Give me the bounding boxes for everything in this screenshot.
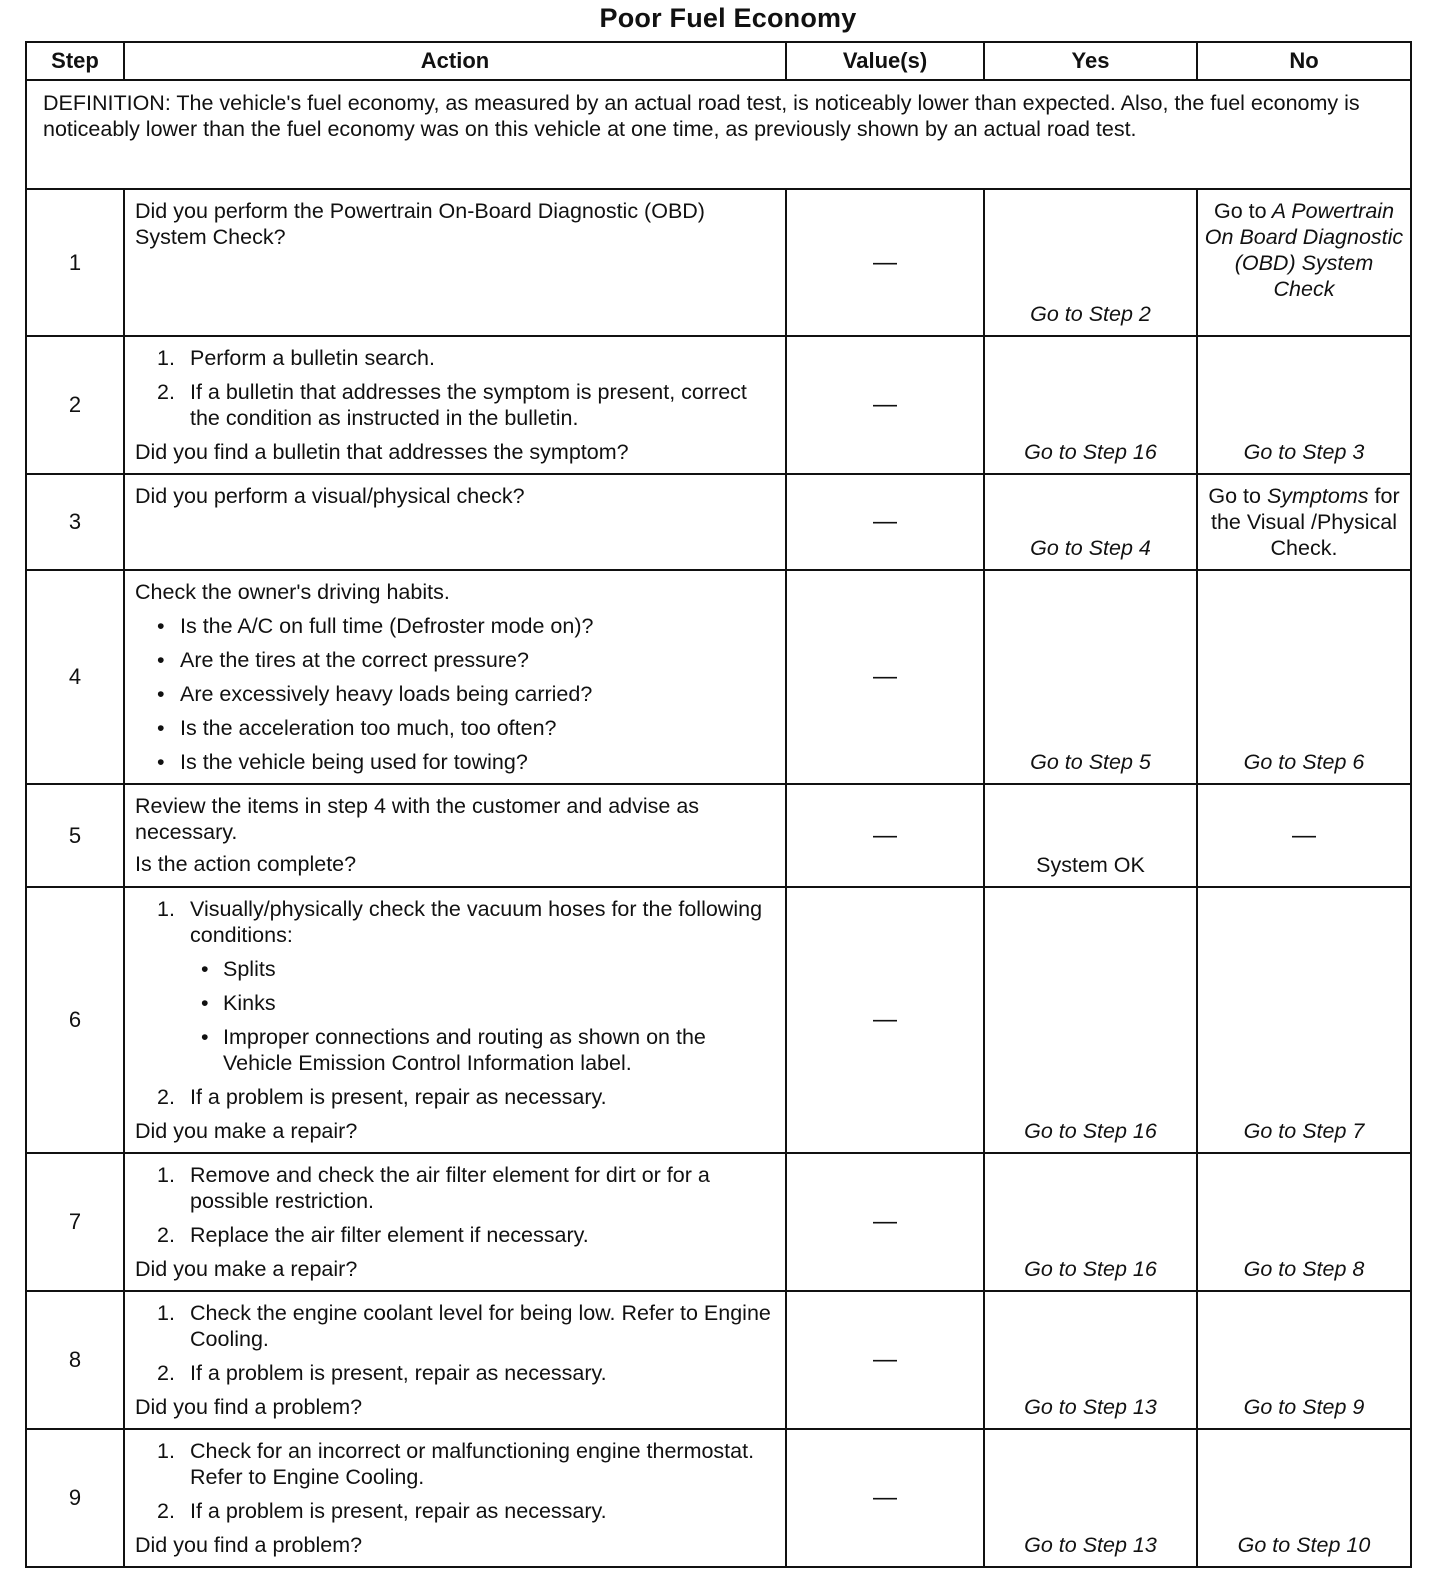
yes-cell <box>984 570 1197 784</box>
list-item: • Is the acceleration too much, too often? <box>157 716 557 740</box>
yes-cell <box>984 1153 1197 1291</box>
numbered-list <box>135 896 775 1110</box>
step-number: 7 <box>26 1153 124 1291</box>
list-item: • Is the vehicle being used for towing? <box>157 750 528 774</box>
yes-link[interactable]: Go to Step 16 <box>1024 440 1157 464</box>
yes-link[interactable]: Go to Step 4 <box>1030 536 1151 560</box>
no-cell <box>1197 784 1411 887</box>
list-item: 1. Perform a bulletin search. <box>157 346 435 370</box>
value-cell: — <box>786 189 984 336</box>
question-text: Did you make a repair? <box>135 1119 358 1143</box>
numbered-list <box>135 1438 775 1524</box>
value-cell: — <box>786 1153 984 1291</box>
header-step: Step <box>26 42 124 80</box>
step-number: 5 <box>26 784 124 887</box>
action-intro: Check the owner's driving habits. <box>135 580 450 604</box>
list-item: 2. If a bulletin that addresses the symptom is present, correct the condition as instructed in the bulletin. <box>157 380 747 430</box>
action-cell <box>124 784 786 887</box>
action-text: Did you perform the Powertrain On-Board Diagnostic (OBD) System Check? <box>135 199 705 249</box>
action-cell <box>124 1291 786 1429</box>
definition-text: DEFINITION: The vehicle's fuel economy, as measured by an actual road test, is noticeably lower than expected. Also, the fuel economy is noticeably lower than the fuel economy was on this vehicle at one time, as previously shown by an actual road test. <box>26 80 1411 189</box>
step-number: 4 <box>26 570 124 784</box>
table-row <box>26 474 1411 570</box>
no-cell <box>1197 189 1411 336</box>
header-values: Value(s) <box>786 42 984 80</box>
question-text: Did you find a problem? <box>135 1533 363 1557</box>
question-text: Did you make a repair? <box>135 1257 358 1281</box>
no-prefix: Go to <box>1208 484 1261 508</box>
value-cell: — <box>786 784 984 887</box>
yes-cell <box>984 887 1197 1153</box>
no-link[interactable]: Go to Step 3 <box>1243 440 1365 464</box>
action-cell <box>124 336 786 474</box>
list-item: 1. Remove and check the air filter element for dirt or for a possible restriction. <box>157 1163 710 1213</box>
action-cell <box>124 570 786 784</box>
list-item: • Are excessively heavy loads being carried? <box>157 682 593 706</box>
yes-cell <box>984 189 1197 336</box>
numbered-list <box>135 1300 775 1386</box>
no-link[interactable]: Go to Step 8 <box>1243 1257 1365 1281</box>
list-item: 2. If a problem is present, repair as necessary. <box>157 1085 607 1109</box>
yes-cell <box>984 1291 1197 1429</box>
value-cell: — <box>786 570 984 784</box>
system-ok-text: System OK <box>1036 853 1145 877</box>
list-item: 2. Replace the air filter element if necessary. <box>157 1223 589 1247</box>
no-link[interactable]: Go to Step 10 <box>1237 1533 1371 1557</box>
step-number: 9 <box>26 1429 124 1567</box>
yes-link[interactable]: Go to Step 13 <box>1024 1395 1157 1419</box>
action-cell <box>124 1429 786 1567</box>
question-text: Did you find a problem? <box>135 1395 363 1419</box>
action-text: Review the items in step 4 with the customer and advise as necessary. <box>135 794 700 844</box>
header-yes: Yes <box>984 42 1197 80</box>
sub-bullet-list <box>190 956 775 1076</box>
table-row <box>26 1291 1411 1429</box>
step-number: 1 <box>26 189 124 336</box>
list-item: • Splits <box>201 957 276 981</box>
step-number: 6 <box>26 887 124 1153</box>
header-action: Action <box>124 42 786 80</box>
no-link[interactable]: Go to Step 7 <box>1243 1119 1365 1143</box>
no-cell <box>1197 570 1411 784</box>
bullet-list <box>135 613 775 775</box>
question-text: Is the action complete? <box>135 852 357 876</box>
no-link[interactable]: Go to Step 6 <box>1243 750 1365 774</box>
no-cell <box>1197 1153 1411 1291</box>
action-cell <box>124 887 786 1153</box>
list-item: • Is the A/C on full time (Defroster mode on)? <box>157 614 594 638</box>
table-row <box>26 1429 1411 1567</box>
list-item: 1. Check the engine coolant level for being low. Refer to Engine Cooling. <box>157 1301 771 1351</box>
no-cell <box>1197 1291 1411 1429</box>
yes-cell <box>984 474 1197 570</box>
numbered-list <box>135 345 775 431</box>
value-cell: — <box>786 1429 984 1567</box>
table-row <box>26 784 1411 887</box>
diagnostic-table <box>25 41 1412 1568</box>
step-number: 3 <box>26 474 124 570</box>
no-cell <box>1197 336 1411 474</box>
value-cell: — <box>786 336 984 474</box>
action-cell <box>124 189 786 336</box>
yes-cell <box>984 336 1197 474</box>
list-item: 2. If a problem is present, repair as necessary. <box>157 1499 607 1523</box>
no-link[interactable]: Go to Step 9 <box>1243 1395 1365 1419</box>
yes-link[interactable]: Go to Step 16 <box>1024 1257 1157 1281</box>
yes-link[interactable]: Go to Step 13 <box>1024 1533 1157 1557</box>
no-link[interactable]: A Powertrain On Board Diagnostic (OBD) System Check <box>1204 199 1404 301</box>
table-row <box>26 336 1411 474</box>
definition-row <box>26 80 1411 189</box>
yes-cell <box>984 1429 1197 1567</box>
question-text: Did you find a bulletin that addresses the symptom? <box>135 440 629 464</box>
list-item: • Are the tires at the correct pressure? <box>157 648 529 672</box>
no-link[interactable]: Symptoms <box>1266 484 1369 508</box>
list-item: • Kinks <box>201 991 276 1015</box>
no-dash: — <box>1292 821 1316 849</box>
step-number: 8 <box>26 1291 124 1429</box>
yes-link[interactable]: Go to Step 2 <box>1030 302 1151 326</box>
numbered-list <box>135 1162 775 1248</box>
table-row <box>26 189 1411 336</box>
table-row <box>26 1153 1411 1291</box>
yes-link[interactable]: Go to Step 5 <box>1030 750 1151 774</box>
no-cell <box>1197 474 1411 570</box>
list-item: 1. Visually/physically check the vacuum hoses for the following conditions: • Splits • Kinks • Improper connections and routing as shown on the Vehicle Emission Control Information label. <box>135 896 775 1076</box>
value-cell: — <box>786 887 984 1153</box>
table-row <box>26 570 1411 784</box>
list-item: 2. If a problem is present, repair as necessary. <box>157 1361 607 1385</box>
value-cell: — <box>786 474 984 570</box>
action-cell <box>124 1153 786 1291</box>
no-cell <box>1197 887 1411 1153</box>
action-cell <box>124 474 786 570</box>
list-item: • Improper connections and routing as shown on the Vehicle Emission Control Information label. <box>201 1025 706 1075</box>
no-prefix: Go to <box>1213 199 1267 223</box>
header-no: No <box>1197 42 1411 80</box>
value-cell: — <box>786 1291 984 1429</box>
header-row <box>26 42 1411 80</box>
yes-link[interactable]: Go to Step 16 <box>1024 1119 1157 1143</box>
list-item: 1. Check for an incorrect or malfunctioning engine thermostat. Refer to Engine Cooling. <box>157 1439 755 1489</box>
step-number: 2 <box>26 336 124 474</box>
no-cell <box>1197 1429 1411 1567</box>
table-row <box>26 887 1411 1153</box>
no-suffix: for the Visual /Physical Check. <box>1210 484 1400 560</box>
action-text: Did you perform a visual/physical check? <box>135 484 525 508</box>
page-title: Poor Fuel Economy <box>599 3 857 33</box>
yes-cell <box>984 784 1197 887</box>
